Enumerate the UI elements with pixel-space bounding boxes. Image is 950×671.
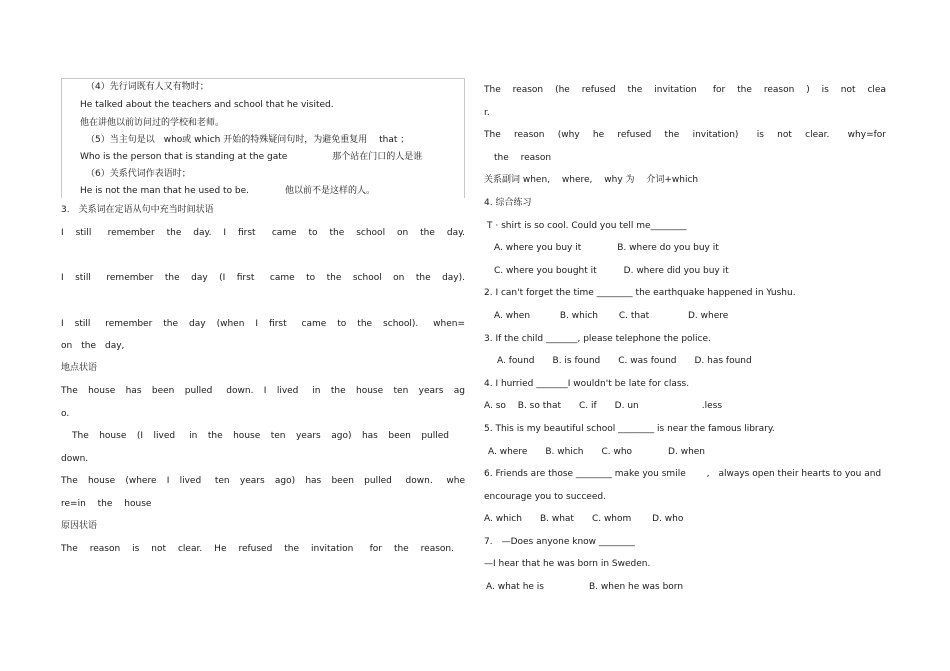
box-line: Who is the person that is standing at the gate 那个站在门口的人是谁 — [80, 152, 423, 162]
text-line: The house (where I lived ten years ago) has been pulled down. whe — [61, 476, 465, 486]
section-heading: 3. 关系词在定语从句中充当时间状语 — [61, 205, 214, 215]
box-line: （6）关系代词作表语时； — [86, 169, 191, 179]
question-text: encourage you to succeed. — [484, 492, 606, 502]
question-text: —I hear that he was born in Sweden. — [484, 559, 651, 569]
answer-options: A. which B. what C. whom D. who — [484, 514, 684, 524]
section-heading: 4. 综合练习 — [484, 198, 532, 208]
answer-options: C. where you bought it D. where did you buy it — [494, 266, 729, 276]
answer-options: A. where you buy it B. where do you buy it — [494, 243, 719, 253]
box-line: He is not the man that he used to be. 他以前不是这样的人。 — [80, 186, 376, 196]
section-heading: 原因状语 — [61, 521, 98, 531]
section-heading: 地点状语 — [61, 363, 98, 373]
question-text: 5. This is my beautiful school ________ is near the famous library. — [484, 424, 775, 434]
text-line: on the day, — [61, 341, 125, 351]
box-line: （4）先行词既有人又有物时； — [86, 82, 209, 92]
question-text: 7. —Does anyone know ________ — [484, 537, 635, 547]
box-line: （5）当主句是以 who或 which 开始的特殊疑问句时，为避免重复用 that ； — [86, 135, 410, 145]
box-line: He talked about the teachers and school that he visited. — [80, 100, 334, 110]
box-line: 他在讲他以前访问过的学校和老师。 — [80, 118, 225, 128]
question-text: T · shirt is so cool. Could you tell me________ — [487, 221, 687, 231]
text-line: I still remember the day (I first came to the school on the day). — [61, 273, 465, 283]
question-text: 2. I can't forget the time ________ the earthquake happened in Yushu. — [484, 288, 796, 298]
text-line: down. — [61, 454, 89, 464]
text-line: The reason (why he refused the invitation) is not clear. why=for — [484, 130, 886, 140]
question-text: 6. Friends are those ________ make you smile , always open their hearts to you and — [484, 469, 882, 479]
text-line: The house (I lived in the house ten years ago) has been pulled — [72, 431, 449, 441]
text-line: The house has been pulled down. I lived in the house ten years ag — [61, 386, 465, 396]
question-text: 4. I hurried _______I wouldn't be late for class. — [484, 379, 690, 389]
text-line: re=in the house — [61, 499, 152, 509]
answer-options: A. so B. so that C. if D. un .less — [484, 401, 723, 411]
text-line: I still remember the day. I first came to the school on the day. — [61, 228, 465, 238]
answer-options: A. found B. is found C. was found D. has found — [497, 356, 752, 366]
answer-options: A. when B. which C. that D. where — [494, 311, 729, 321]
question-text: 3. If the child _______, please telephone the police. — [484, 334, 711, 344]
text-line: r. — [484, 108, 490, 118]
text-line: The reason (he refused the invitation for the reason ) is not clea — [484, 85, 886, 95]
text-line: 关系副词 when, where, why 为 介词+which — [484, 175, 699, 185]
text-line: o. — [61, 409, 70, 419]
answer-options: A. what he is B. when he was born — [486, 582, 684, 592]
answer-options: A. where B. which C. who D. when — [488, 447, 706, 457]
text-line: the reason — [494, 153, 552, 163]
text-line: The reason is not clear. He refused the invitation for the reason. — [61, 544, 454, 554]
text-line: I still remember the day (when I first came to the school). when= — [61, 319, 465, 329]
